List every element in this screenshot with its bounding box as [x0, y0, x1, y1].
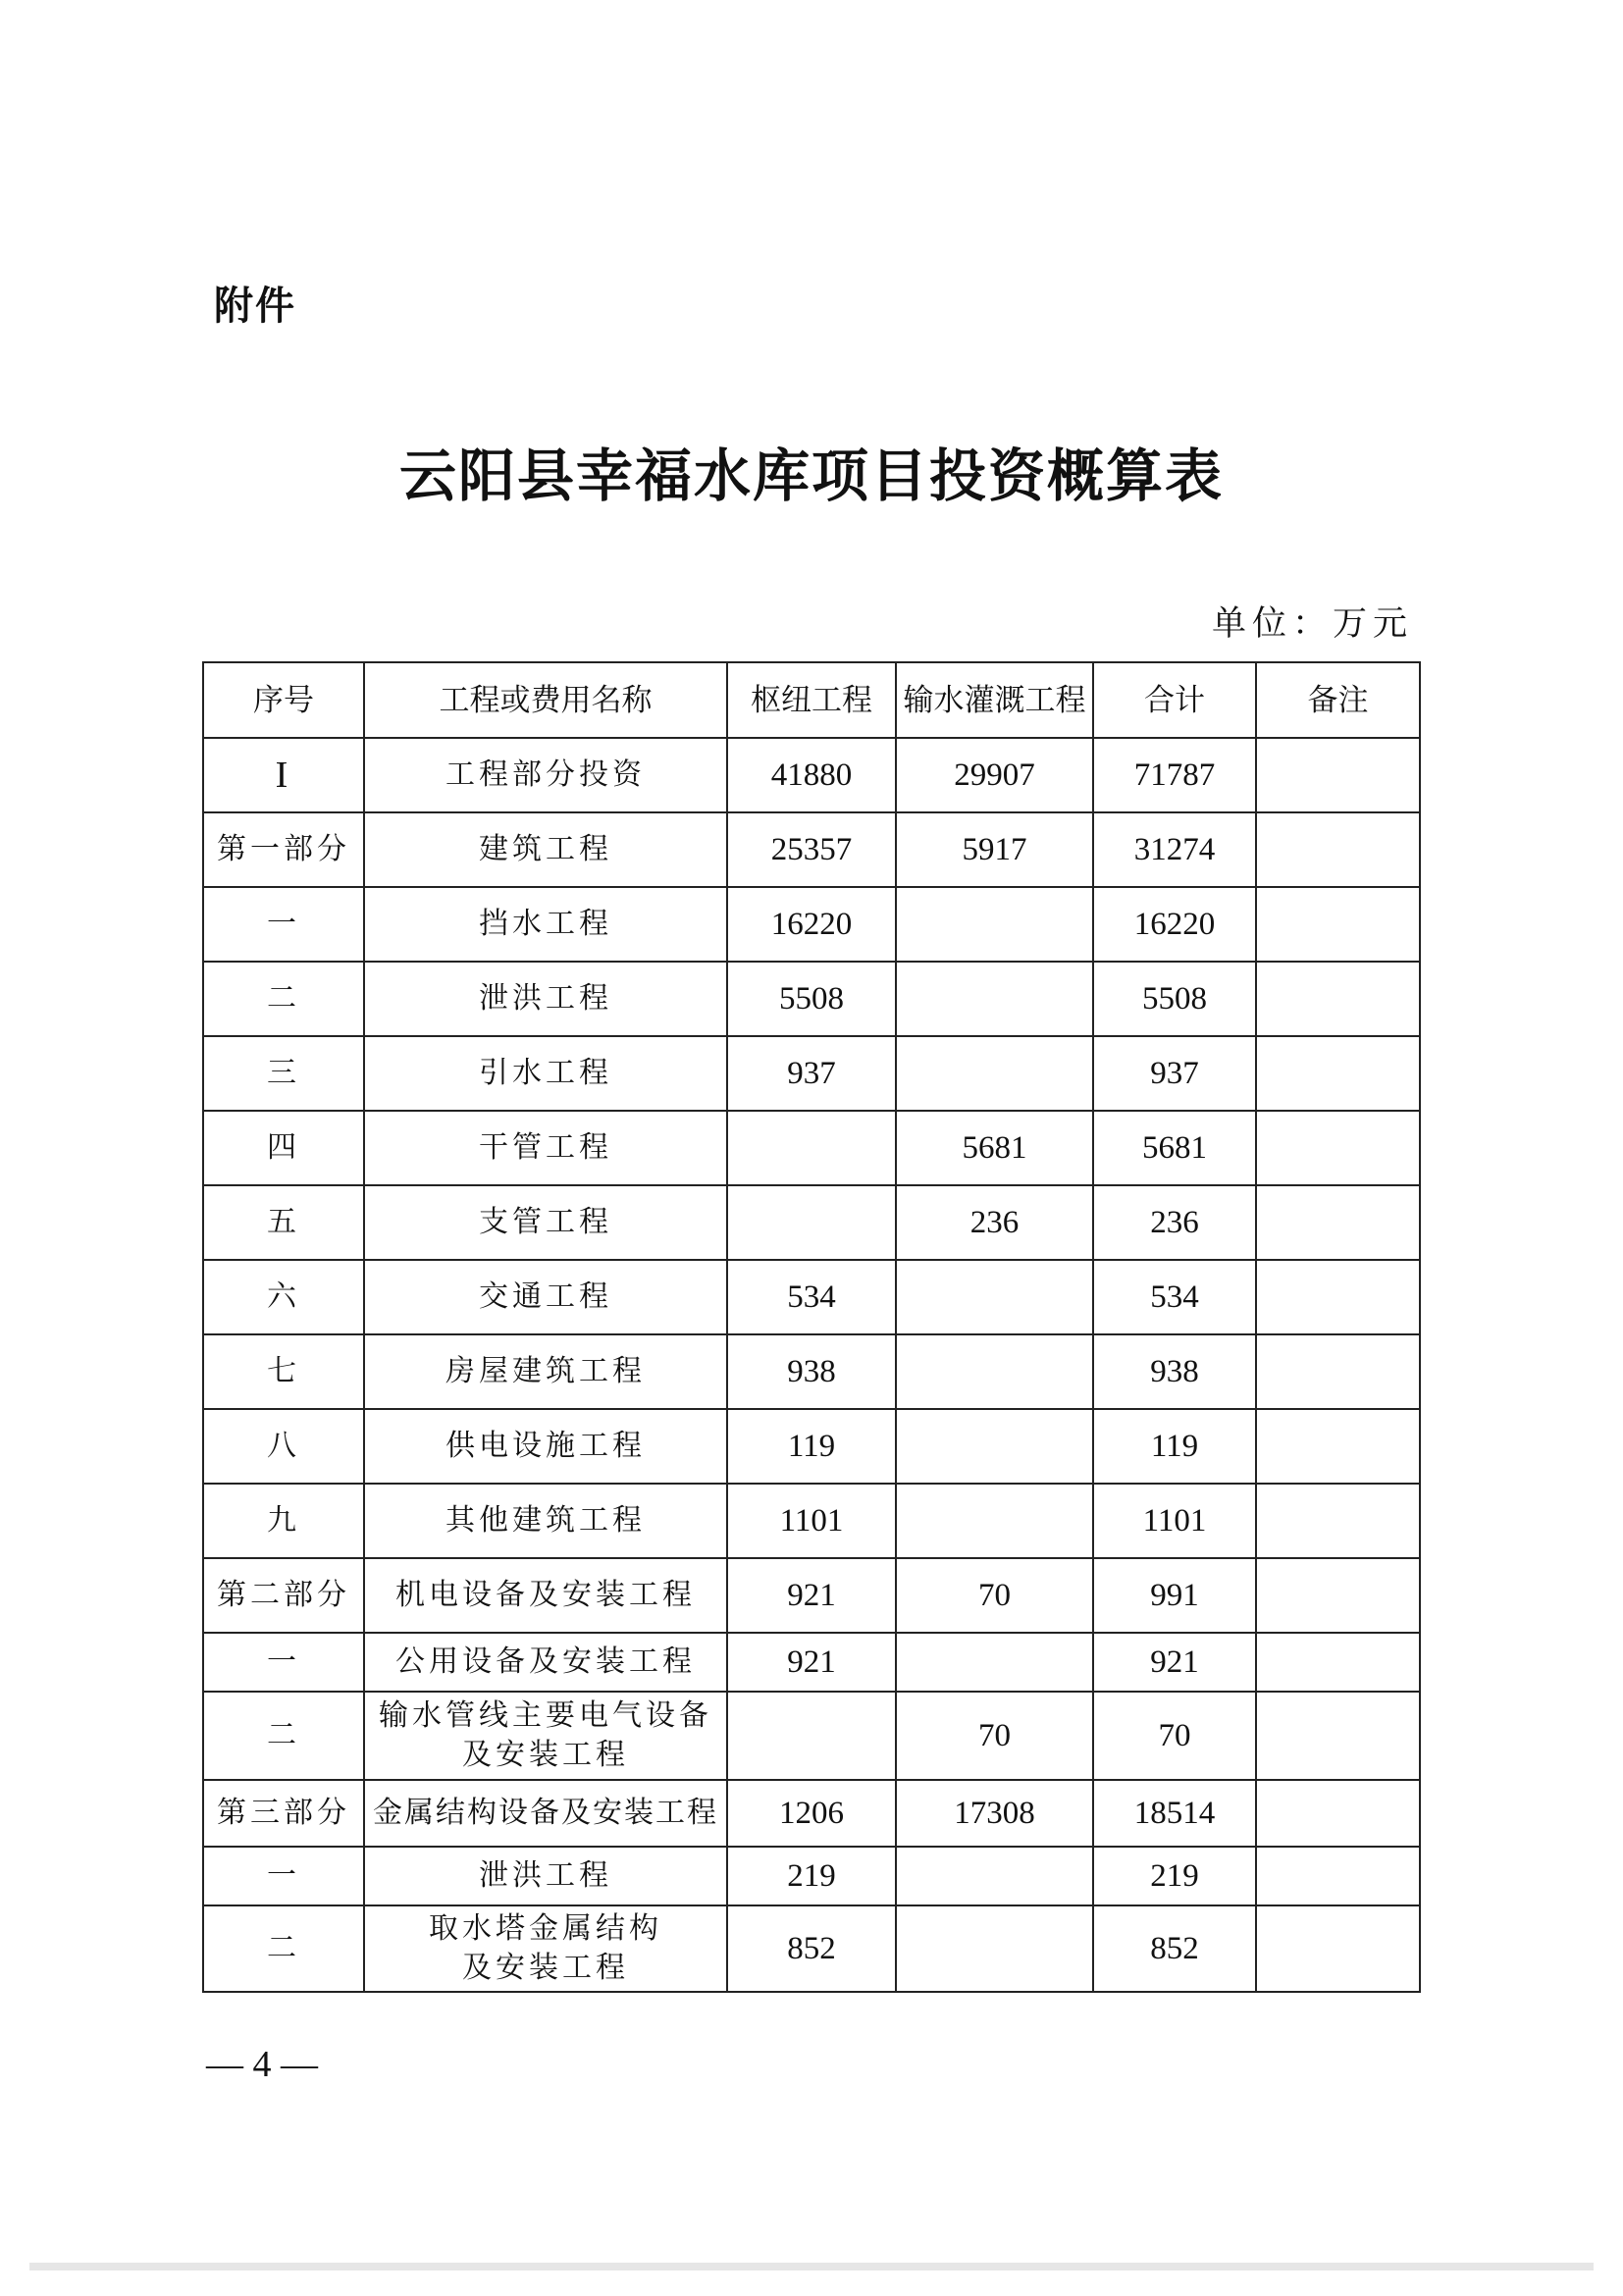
attachment-label: 附件 [214, 284, 296, 329]
row-hub-value: 41880 [727, 738, 896, 812]
table-row [203, 1260, 1420, 1334]
row-seq: I [203, 738, 364, 812]
row-total-value: 991 [1093, 1558, 1256, 1633]
row-name: 其他建筑工程 [364, 1484, 727, 1558]
row-note [1256, 1185, 1420, 1260]
row-seq: 二 [203, 962, 364, 1036]
row-note [1256, 1036, 1420, 1111]
row-total-value: 1101 [1093, 1484, 1256, 1558]
row-total-value: 938 [1093, 1334, 1256, 1409]
row-name: 公用设备及安装工程 [364, 1633, 727, 1692]
table-row [203, 812, 1420, 887]
row-hub-value: 16220 [727, 887, 896, 962]
investment-table-container [202, 661, 1421, 1993]
row-irrigation-value [896, 1036, 1093, 1111]
row-name: 引水工程 [364, 1036, 727, 1111]
row-hub-value: 1101 [727, 1484, 896, 1558]
row-note [1256, 962, 1420, 1036]
row-hub-value: 534 [727, 1260, 896, 1334]
table-row [203, 1334, 1420, 1409]
row-name [364, 1692, 727, 1780]
header-irrigation: 输水灌溉工程 [896, 662, 1093, 738]
row-seq: 九 [203, 1484, 364, 1558]
row-note [1256, 887, 1420, 962]
row-hub-value: 937 [727, 1036, 896, 1111]
row-note [1256, 1558, 1420, 1633]
table-row [203, 1409, 1420, 1484]
row-total-value: 937 [1093, 1036, 1256, 1111]
row-seq: 一 [203, 1633, 364, 1692]
row-irrigation-value: 5681 [896, 1111, 1093, 1185]
row-total-value: 5508 [1093, 962, 1256, 1036]
row-seq: 一 [203, 1847, 364, 1905]
row-irrigation-value [896, 1409, 1093, 1484]
row-total-value: 16220 [1093, 887, 1256, 962]
row-total-value: 219 [1093, 1847, 1256, 1905]
row-name: 房屋建筑工程 [364, 1334, 727, 1409]
row-name: 泄洪工程 [364, 962, 727, 1036]
row-total-value: 534 [1093, 1260, 1256, 1334]
row-seq: 第二部分 [203, 1558, 364, 1633]
row-total-value: 31274 [1093, 812, 1256, 887]
table-row [203, 962, 1420, 1036]
row-hub-value [727, 1111, 896, 1185]
row-note [1256, 1334, 1420, 1409]
row-name: 泄洪工程 [364, 1847, 727, 1905]
row-name [364, 1905, 727, 1992]
table-row [203, 1633, 1420, 1692]
row-seq: 第三部分 [203, 1780, 364, 1847]
row-name: 建筑工程 [364, 812, 727, 887]
table-row [203, 1558, 1420, 1633]
table-header-row [203, 662, 1420, 738]
row-irrigation-value [896, 1633, 1093, 1692]
row-note [1256, 1905, 1420, 1992]
row-note [1256, 1484, 1420, 1558]
row-seq: 一 [203, 887, 364, 962]
header-hub: 枢纽工程 [727, 662, 896, 738]
row-note [1256, 812, 1420, 887]
row-irrigation-value: 236 [896, 1185, 1093, 1260]
row-irrigation-value [896, 1260, 1093, 1334]
table-row [203, 1484, 1420, 1558]
page-bottom-edge [29, 2263, 1594, 2270]
unit-label: 单位：万元 [1211, 604, 1413, 644]
row-hub-value: 219 [727, 1847, 896, 1905]
row-name: 工程部分投资 [364, 738, 727, 812]
row-hub-value: 25357 [727, 812, 896, 887]
row-hub-value: 5508 [727, 962, 896, 1036]
row-hub-value: 852 [727, 1905, 896, 1992]
row-name: 金属结构设备及安装工程 [364, 1780, 727, 1847]
row-note [1256, 1111, 1420, 1185]
table-row [203, 1905, 1420, 1992]
row-seq: 二 [203, 1692, 364, 1780]
row-name-line-1: 取水塔金属结构 [429, 1911, 662, 1946]
row-hub-value [727, 1185, 896, 1260]
row-irrigation-value [896, 1484, 1093, 1558]
row-irrigation-value [896, 1334, 1093, 1409]
row-total-value: 852 [1093, 1905, 1256, 1992]
page-number: — 4 — [206, 2044, 318, 2085]
row-irrigation-value: 17308 [896, 1780, 1093, 1847]
row-note [1256, 1260, 1420, 1334]
row-seq: 八 [203, 1409, 364, 1484]
table-row [203, 738, 1420, 812]
row-seq: 二 [203, 1905, 364, 1992]
table-row [203, 1847, 1420, 1905]
table-row [203, 1692, 1420, 1780]
row-note [1256, 1847, 1420, 1905]
row-name-line-1: 输水管线主要电气设备 [379, 1698, 712, 1733]
row-seq: 七 [203, 1334, 364, 1409]
table-row [203, 1111, 1420, 1185]
row-name-line-2: 及安装工程 [462, 1951, 629, 1985]
row-name-line-2: 及安装工程 [462, 1738, 629, 1772]
table-row [203, 1185, 1420, 1260]
row-seq: 四 [203, 1111, 364, 1185]
row-total-value: 18514 [1093, 1780, 1256, 1847]
header-name: 工程或费用名称 [364, 662, 727, 738]
row-seq: 六 [203, 1260, 364, 1334]
row-note [1256, 738, 1420, 812]
document-title: 云阳县幸福水库项目投资概算表 [398, 443, 1224, 509]
header-total: 合计 [1093, 662, 1256, 738]
row-irrigation-value: 70 [896, 1692, 1093, 1780]
row-hub-value: 1206 [727, 1780, 896, 1847]
row-name: 干管工程 [364, 1111, 727, 1185]
row-irrigation-value [896, 1847, 1093, 1905]
row-name: 供电设施工程 [364, 1409, 727, 1484]
row-name: 交通工程 [364, 1260, 727, 1334]
row-total-value: 70 [1093, 1692, 1256, 1780]
row-hub-value: 921 [727, 1633, 896, 1692]
investment-estimate-table [202, 661, 1421, 1993]
header-seq: 序号 [203, 662, 364, 738]
row-note [1256, 1409, 1420, 1484]
row-name: 挡水工程 [364, 887, 727, 962]
row-total-value: 5681 [1093, 1111, 1256, 1185]
row-total-value: 236 [1093, 1185, 1256, 1260]
row-hub-value: 938 [727, 1334, 896, 1409]
row-hub-value: 119 [727, 1409, 896, 1484]
row-irrigation-value [896, 887, 1093, 962]
row-hub-value: 921 [727, 1558, 896, 1633]
row-seq: 五 [203, 1185, 364, 1260]
row-irrigation-value: 5917 [896, 812, 1093, 887]
row-total-value: 921 [1093, 1633, 1256, 1692]
table-row [203, 887, 1420, 962]
row-irrigation-value [896, 1905, 1093, 1992]
row-total-value: 119 [1093, 1409, 1256, 1484]
table-row [203, 1036, 1420, 1111]
row-irrigation-value [896, 962, 1093, 1036]
row-name: 支管工程 [364, 1185, 727, 1260]
row-total-value: 71787 [1093, 738, 1256, 812]
row-irrigation-value: 70 [896, 1558, 1093, 1633]
table-row [203, 1780, 1420, 1847]
row-hub-value [727, 1692, 896, 1780]
row-note [1256, 1780, 1420, 1847]
row-note [1256, 1633, 1420, 1692]
row-seq: 三 [203, 1036, 364, 1111]
header-note: 备注 [1256, 662, 1420, 738]
row-name: 机电设备及安装工程 [364, 1558, 727, 1633]
row-irrigation-value: 29907 [896, 738, 1093, 812]
row-note [1256, 1692, 1420, 1780]
row-seq: 第一部分 [203, 812, 364, 887]
